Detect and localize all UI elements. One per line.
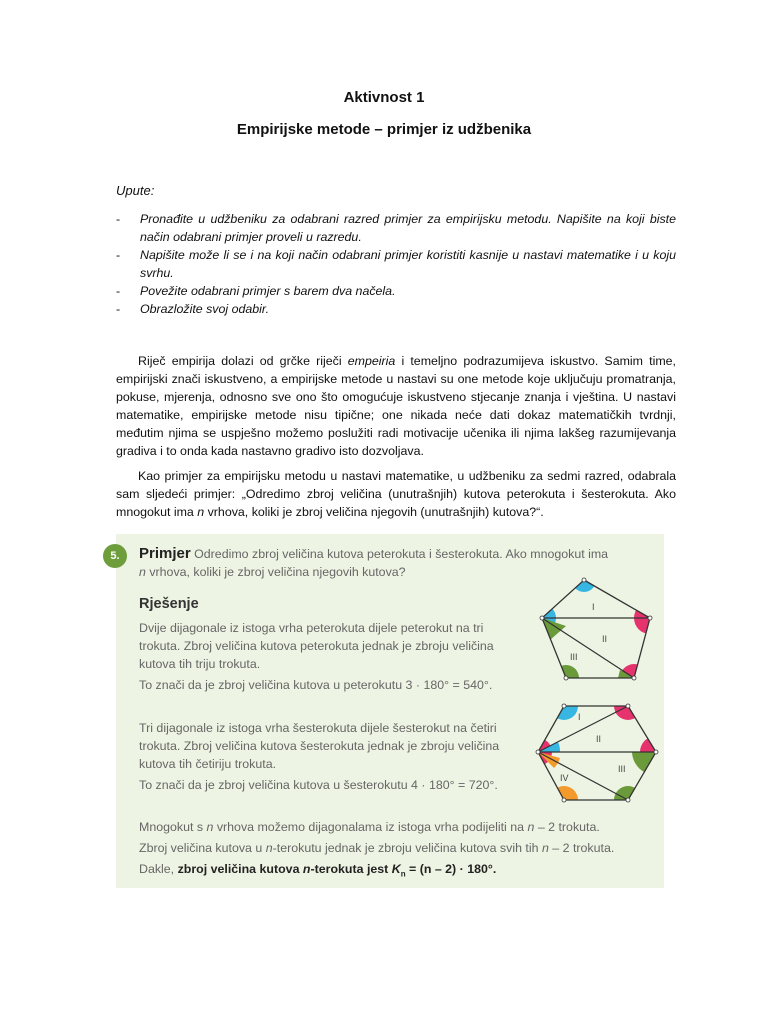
variable-n: n: [527, 820, 535, 834]
subscript-n: n: [400, 869, 406, 879]
solution-heading: Rješenje: [139, 596, 199, 612]
paragraph-italic: n: [197, 505, 205, 519]
triangle-label: I: [592, 602, 595, 612]
triangle-label: II: [596, 734, 602, 744]
text: Dakle,: [139, 862, 178, 876]
instructions-label: Upute:: [116, 183, 155, 198]
angle-marker: [553, 665, 579, 685]
instructions-list: [116, 210, 676, 318]
angle-marker: [584, 570, 604, 580]
triangle-label: IV: [560, 773, 569, 783]
page-subtitle: Empirijske metode – primjer iz udžbenika: [236, 121, 532, 138]
instruction-item: - Obrazložite svoj odabir.: [116, 300, 676, 318]
angle-marker: [614, 700, 642, 720]
example-number-badge: 5.: [103, 544, 127, 568]
page-title: Aktivnost 1: [343, 89, 425, 106]
instruction-item: - Napišite može li se i na koji način odabrani primjer koristiti kasnije u nastavi matematike i u koju svrhu.: [116, 246, 676, 282]
text: – 2 trokuta.: [534, 820, 600, 834]
example-label: Primjer: [139, 545, 191, 562]
instruction-item: - Pronađite u udžbeniku za odabrani razred primjer za empirijsku metodu. Napišite na koji biste način odabrani primjer proveli u razredu.: [116, 210, 676, 246]
example-text: Odredimo zbroj veličina kutova peterokuta i šesterokuta. Ako mnogokut ima: [194, 547, 609, 561]
solution-text-line: kutova tih četiriju trokuta.: [139, 757, 277, 771]
solution-text-line: To znači da je zbroj veličina kutova u šesterokutu 4 · 180° = 720°.: [139, 778, 498, 792]
text: -terokutu jednak je zbroju veličina kutova svih tih: [272, 841, 542, 855]
solution-text-line: kutova tih triju trokuta.: [139, 657, 261, 671]
instruction-item: - Povežite odabrani primjer s barem dva načela.: [116, 282, 676, 300]
paragraph-example: [116, 467, 676, 521]
angle-marker: [632, 752, 656, 772]
triangle-label: I: [578, 712, 581, 722]
solution-text-line: Tri dijagonale iz istoga vrha šesterokuta dijele šesterokut na četiri: [139, 721, 497, 735]
paragraph-text: Kao primjer za empirijsku metodu u nastavi matematike, u udžbeniku za sedmi razred, odabrala sam sljedeći primjer: „Odredimo zbroj veličina (unutrašnjih) kutova peterokuta i šesterokuta. Ako mnogokut ima: [116, 469, 676, 519]
bold-text: zbroj veličina kutova: [177, 862, 303, 876]
example-text: vrhova, koliki je zbroj veličina njegovih kutova?: [145, 565, 406, 579]
bold-text: -terokuta jest: [310, 862, 392, 876]
paragraph-text: Riječ empirija dolazi od grčke riječi: [138, 354, 348, 368]
angle-marker: [550, 700, 578, 720]
paragraph-text: vrhova, koliki je zbroj veličina njegovih (unutrašnjih) kutova?“.: [204, 505, 544, 519]
paragraph-italic: empeiria: [347, 354, 396, 368]
variable-n: n: [302, 862, 311, 876]
variable-n: n: [139, 565, 146, 579]
general-text-line: [139, 840, 614, 857]
solution-text-line: Dvije dijagonale iz istoga vrha peterokuta dijele peterokut na tri: [139, 621, 484, 635]
variable-k: K: [391, 862, 401, 876]
diagonal: [542, 618, 634, 678]
text: – 2 trokuta.: [548, 841, 615, 855]
example-statement-line2: [139, 564, 406, 581]
triangle-label: III: [618, 764, 626, 774]
general-text-line: [139, 861, 496, 882]
text: vrhova možemo dijagonalama iz istoga vrha podijeliti na: [213, 820, 528, 834]
general-text-line: [139, 819, 600, 836]
paragraph-empirija: [116, 352, 676, 460]
variable-n: n: [541, 841, 549, 855]
formula: = (n – 2) · 180°.: [405, 862, 497, 876]
solution-text-line: trokuta. Zbroj veličina kutova šesterokuta jednak je zbroju veličina: [139, 739, 500, 753]
solution-text-line: trokuta. Zbroj veličina kutova peterokuta jednak je zbroju veličina: [139, 639, 494, 653]
solution-text-line: To znači da je zbroj veličina kutova u peterokutu 3 · 180° = 540°.: [139, 678, 493, 692]
triangle-label: III: [570, 652, 578, 662]
paragraph-text: i temeljno podrazumijeva iskustvo. Samim time, empirijski znači iskustveno, a empirijske metode u nastavi su one metode koje uključuju promatranja, pokuse, mjerenja, odnosno sve ono što omogućuje iskustveno stjecanje znanja i vještina. U nastavi matematike, empirijske metode nisu tipične; one nikada neće dati dokaz matematičkih tvrdnji, međutim njima se uspješno možemo poslužiti radi motivacije učenika ili njima lakšeg razumijevanja gradiva i to onda kada nastavno gradivo isto dozvoljava.: [116, 354, 676, 458]
hexagon-figure: [532, 700, 662, 810]
triangle-label: II: [602, 634, 608, 644]
variable-n: n: [206, 820, 214, 834]
pentagon-figure: [530, 570, 660, 685]
example-statement: [139, 545, 608, 563]
text: Mnogokut s: [139, 820, 207, 834]
variable-n: n: [265, 841, 273, 855]
text: Zbroj veličina kutova u: [139, 841, 266, 855]
